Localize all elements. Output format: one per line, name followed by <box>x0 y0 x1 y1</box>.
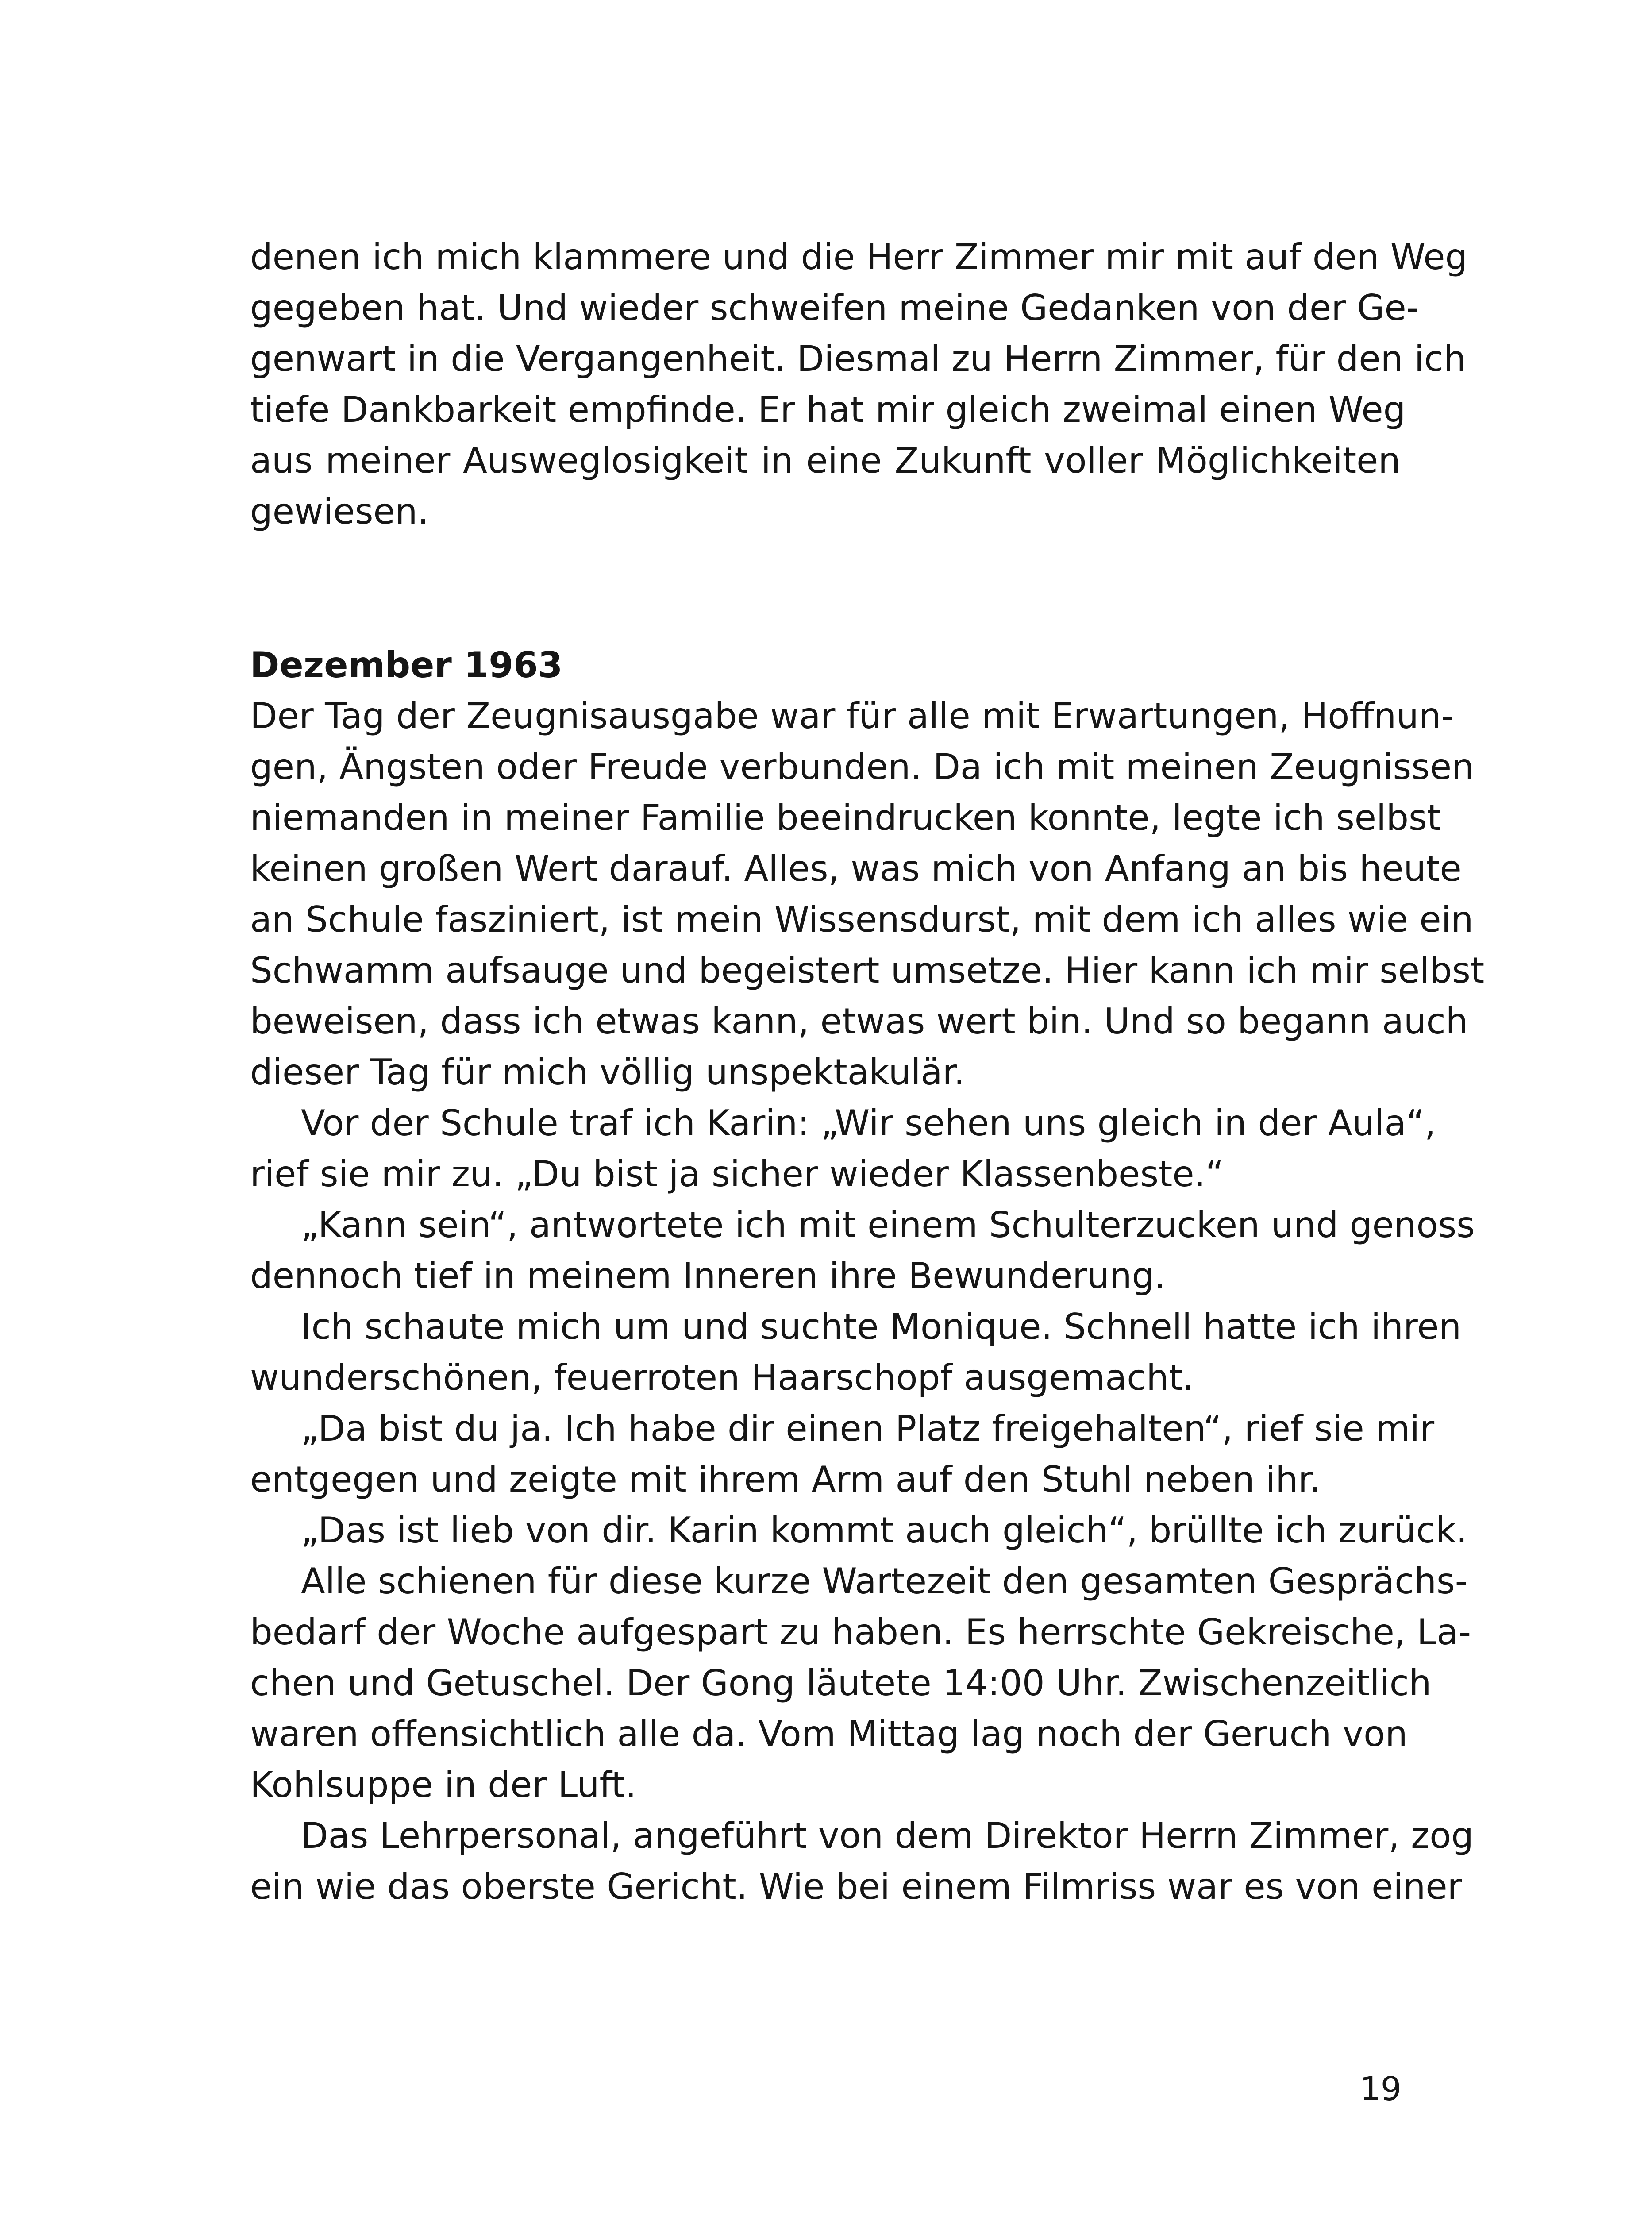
text-line: beweisen, dass ich etwas kann, etwas wert bin. Und so begann auch <box>250 1001 1468 1042</box>
text-line: Der Tag der Zeugnisausgabe war für alle mit Erwartungen, Hoffnun- <box>250 695 1454 736</box>
text-line: wunderschönen, feuerroten Haarschopf ausgemacht. <box>250 1357 1194 1398</box>
section-heading: Dezember 1963 <box>250 644 563 686</box>
text-line: „Da bist du ja. Ich habe dir einen Platz freigehalten“, rief sie mir <box>301 1408 1435 1449</box>
text-line: „Kann sein“, antwortete ich mit einem Schulterzucken und genoss <box>301 1204 1475 1245</box>
text-line: rief sie mir zu. „Du bist ja sicher wieder Klassenbeste.“ <box>250 1153 1224 1195</box>
text-line: dieser Tag für mich völlig unspektakulär. <box>250 1052 965 1093</box>
text-line: entgegen und zeigte mit ihrem Arm auf den Stuhl neben ihr. <box>250 1459 1321 1500</box>
text-line: Alle schienen für diese kurze Wartezeit den gesamten Gesprächs- <box>301 1561 1468 1602</box>
text-line: keinen großen Wert darauf. Alles, was mich von Anfang an bis heute <box>250 848 1462 889</box>
text-line: gegeben hat. Und wieder schweifen meine Gedanken von der Ge- <box>250 287 1419 328</box>
text-line: gen, Ängsten oder Freude verbunden. Da ich mit meinen Zeugnissen <box>250 746 1474 787</box>
text-line: genwart in die Vergangenheit. Diesmal zu Herrn Zimmer, für den ich <box>250 338 1466 379</box>
text-line: tiefe Dankbarkeit empfinde. Er hat mir gleich zweimal einen Weg <box>250 389 1406 430</box>
text-line: „Das ist lieb von dir. Karin kommt auch gleich“, brüllte ich zurück. <box>301 1510 1467 1551</box>
text-line: Vor der Schule traf ich Karin: „Wir sehen uns gleich in der Aula“, <box>301 1103 1436 1144</box>
text-line: chen und Getuschel. Der Gong läutete 14:00 Uhr. Zwischenzeitlich <box>250 1662 1432 1704</box>
text-line: waren offensichtlich alle da. Vom Mittag lag noch der Geruch von <box>250 1713 1408 1754</box>
intro-paragraph <box>250 231 1468 537</box>
text-line: Ich schaute mich um und suchte Monique. Schnell hatte ich ihren <box>301 1306 1462 1347</box>
text-line: an Schule fasziniert, ist mein Wissensdurst, mit dem ich alles wie ein <box>250 899 1474 940</box>
text-line: Das Lehrpersonal, angeführt von dem Direktor Herrn Zimmer, zog <box>301 1815 1474 1856</box>
section-body <box>250 690 1485 1912</box>
text-line: gewiesen. <box>250 491 429 532</box>
page-number: 19 <box>1359 2070 1402 2108</box>
text-line: Kohlsuppe in der Luft. <box>250 1764 637 1805</box>
text-line: dennoch tief in meinem Inneren ihre Bewunderung. <box>250 1255 1166 1296</box>
text-line: niemanden in meiner Familie beeindrucken konnte, legte ich selbst <box>250 797 1441 838</box>
text-line: ein wie das oberste Gericht. Wie bei einem Filmriss war es von einer <box>250 1866 1462 1907</box>
text-line: Schwamm aufsauge und begeistert umsetze. Hier kann ich mir selbst <box>250 950 1485 991</box>
text-line: denen ich mich klammere und die Herr Zimmer mir mit auf den Weg <box>250 236 1468 278</box>
text-line: aus meiner Ausweglosigkeit in eine Zukunft voller Möglichkeiten <box>250 440 1401 481</box>
text-line: bedarf der Woche aufgespart zu haben. Es herrschte Gekreische, La- <box>250 1612 1471 1653</box>
